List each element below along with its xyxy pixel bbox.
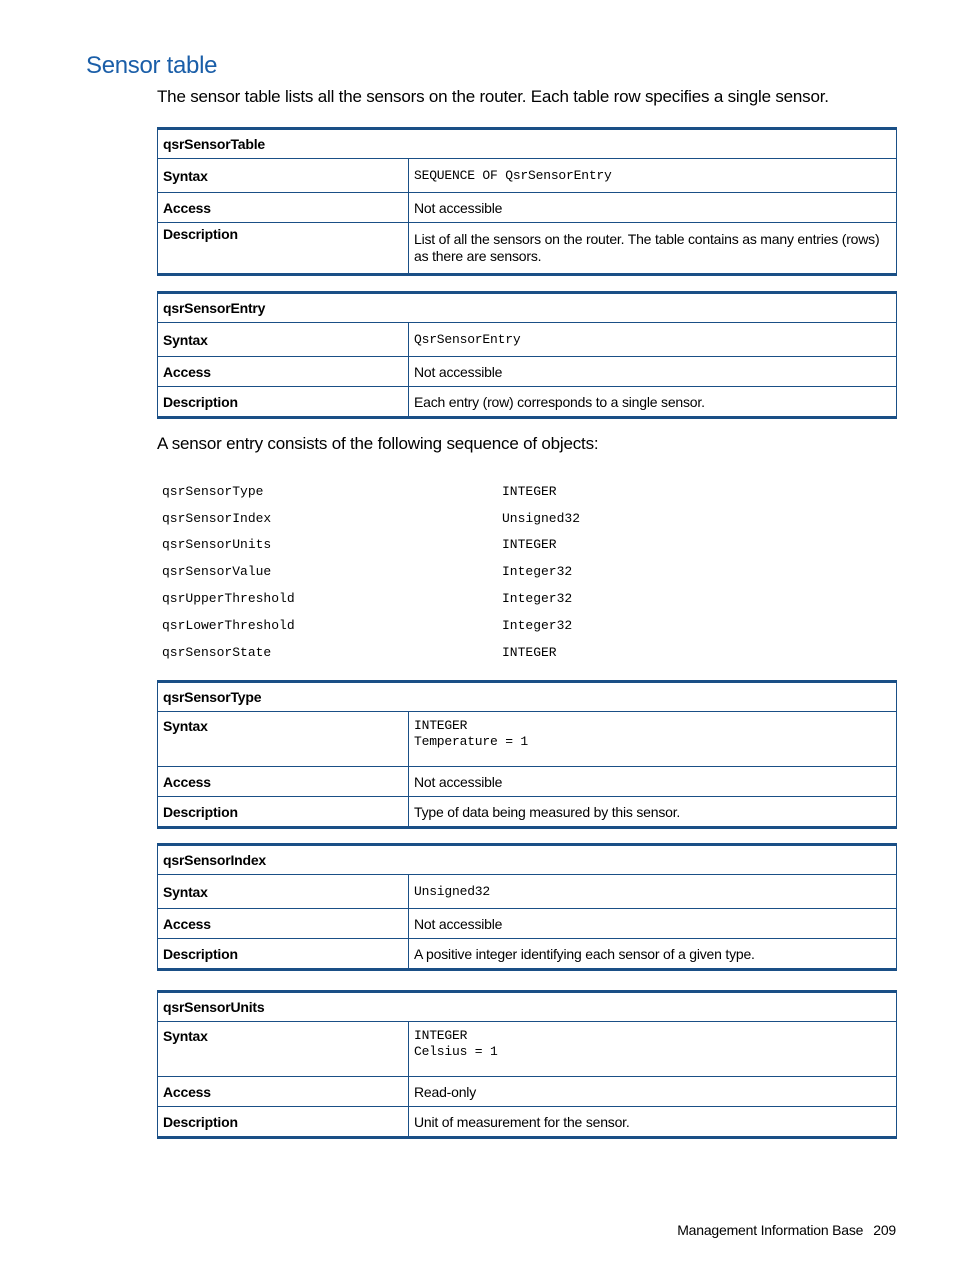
syntax-label: Syntax — [158, 323, 409, 357]
sequence-item-type: Integer32 — [502, 617, 573, 633]
sequence-item-type: INTEGER — [502, 644, 557, 660]
sequence-item-type: INTEGER — [502, 537, 557, 553]
sequence-item — [162, 532, 662, 559]
mib-table-qsrSensorEntry — [157, 291, 897, 419]
syntax-label: Syntax — [158, 712, 409, 767]
footer-section-title: Management Information Base — [677, 1222, 864, 1238]
description-label: Description — [158, 939, 409, 970]
table-header: qsrSensorEntry — [158, 293, 897, 323]
syntax-value: INTEGER Celsius = 1 — [409, 1022, 897, 1077]
description-label: Description — [158, 387, 409, 418]
sequence-item-name: qsrSensorState — [162, 644, 272, 660]
sequence-item-type: Unsigned32 — [502, 510, 581, 526]
access-label: Access — [158, 767, 409, 797]
access-label: Access — [158, 193, 409, 223]
sequence-item — [162, 639, 662, 666]
mib-table-qsrSensorUnits — [157, 990, 897, 1139]
syntax-label: Syntax — [158, 875, 409, 909]
sequence-item-type: Integer32 — [502, 591, 573, 607]
sequence-item-name: qsrUpperThreshold — [162, 591, 295, 607]
table-header: qsrSensorIndex — [158, 845, 897, 875]
page-number: 209 — [873, 1222, 896, 1238]
access-label: Access — [158, 1077, 409, 1107]
access-label: Access — [158, 909, 409, 939]
intro-paragraph: The sensor table lists all the sensors on the router. Each table row specifies a single sensor. — [157, 87, 829, 106]
page-footer — [677, 1222, 896, 1238]
access-value: Not accessible — [409, 193, 897, 223]
description-value: Each entry (row) corresponds to a single sensor. — [409, 387, 897, 418]
syntax-value: INTEGER Temperature = 1 — [409, 712, 897, 767]
description-value: A positive integer identifying each sensor of a given type. — [409, 939, 897, 970]
sequence-item — [162, 478, 662, 505]
table-header: qsrSensorUnits — [158, 992, 897, 1022]
mib-table-qsrSensorType — [157, 680, 897, 829]
sequence-list — [162, 478, 662, 666]
sequence-item-name: qsrLowerThreshold — [162, 617, 295, 633]
syntax-label: Syntax — [158, 1022, 409, 1077]
sequence-item-name: qsrSensorType — [162, 483, 264, 499]
syntax-value: SEQUENCE OF QsrSensorEntry — [409, 159, 897, 193]
sequence-item — [162, 558, 662, 585]
syntax-value: QsrSensorEntry — [409, 323, 897, 357]
sequence-item-name: qsrSensorIndex — [162, 510, 272, 526]
table-header: qsrSensorType — [158, 682, 897, 712]
sequence-item-type: INTEGER — [502, 483, 557, 499]
table-header: qsrSensorTable — [158, 129, 897, 159]
description-label: Description — [158, 797, 409, 828]
access-value: Not accessible — [409, 909, 897, 939]
sequence-item — [162, 505, 662, 532]
access-value: Not accessible — [409, 357, 897, 387]
sequence-item-name: qsrSensorUnits — [162, 537, 272, 553]
sequence-intro: A sensor entry consists of the following sequence of objects: — [157, 434, 599, 453]
sequence-item — [162, 612, 662, 639]
page-title: Sensor table — [86, 52, 218, 79]
sequence-item-type: Integer32 — [502, 564, 573, 580]
access-value: Not accessible — [409, 767, 897, 797]
access-value: Read-only — [409, 1077, 897, 1107]
syntax-label: Syntax — [158, 159, 409, 193]
access-label: Access — [158, 357, 409, 387]
sequence-item-name: qsrSensorValue — [162, 564, 272, 580]
description-label: Description — [158, 1107, 409, 1138]
mib-table-qsrSensorTable — [157, 127, 897, 276]
description-value: Unit of measurement for the sensor. — [409, 1107, 897, 1138]
mib-table-qsrSensorIndex — [157, 843, 897, 971]
syntax-value: Unsigned32 — [409, 875, 897, 909]
description-value: Type of data being measured by this sensor. — [409, 797, 897, 828]
description-value: List of all the sensors on the router. The table contains as many entries (rows) as there are sensors. — [409, 223, 897, 275]
sequence-item — [162, 585, 662, 612]
description-label: Description — [158, 223, 409, 275]
